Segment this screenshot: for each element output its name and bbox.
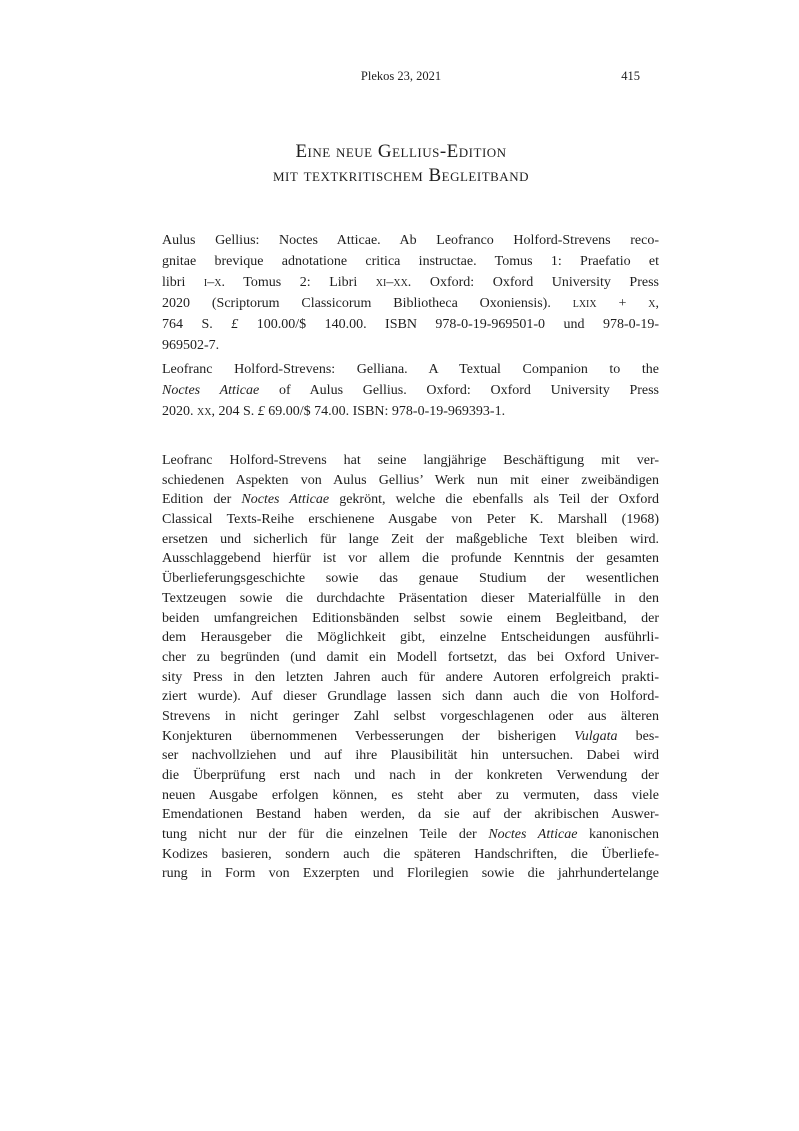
text-line: Classical Texts-Reihe erschienene Ausgabe von Peter K. Marshall (1968) [162,512,659,528]
journal-title: Plekos 23, 2021 [360,69,442,83]
text-line: Kodizes basieren, sondern auch die späteren Handschriften, die Überliefe- [162,846,659,862]
text-line: rung in Form von Exzerpten und Florilegien sowie die jahrhundertelange [162,866,659,882]
text-line: Strevens in nicht geringer Zahl selbst vorgeschlagenen oder aus älteren [162,708,659,724]
text-line: tung nicht nur der für die einzelnen Teile der Noctes Atticae kanonischen [162,827,659,843]
review-body-paragraph [162,451,659,884]
text-line: schiedenen Aspekten von Aulus Gellius’ Werk nun mit einer zweibändigen [162,472,659,488]
text-line: Leofranc Holford-Strevens: Gelliana. A Textual Companion to the [162,362,659,377]
bibliography-entry-2 [162,359,659,422]
text-line: die Überprüfung erst nach und nach in der konkreten Verwendung der [162,768,659,783]
text-line: Noctes Atticae of Aulus Gellius. Oxford: Oxford University Press [162,383,659,398]
text-line: ziert wurde). Auf dieser Grundlage lassen sich dann auch die von Holford- [162,689,659,705]
text-line: Edition der Noctes Atticae gekrönt, welche die ebenfalls als Teil der Oxford [162,492,659,508]
text-line: Aulus Gellius: Noctes Atticae. Ab Leofranco Holford-Strevens reco- [162,233,659,248]
page-number: 415 [621,69,640,83]
article-title-line-2: mit textkritischem Begleitband [273,164,529,186]
text-line: Textzeugen sowie die durchdachte Präsentation dieser Materialfülle in den [162,590,659,606]
text-line: ser nachvollziehen und auf ihre Plausibilität hin untersuchen. Dabei wird [162,748,659,764]
text-line: Ausschlaggebend hierfür ist vor allem die profunde Kenntnis der gesamten [162,551,659,567]
text-line: neuen Ausgabe erfolgen können, es steht aber zu vermuten, dass viele [162,787,659,803]
article-title-line-1: Eine neue Gellius-Edition [295,141,507,162]
text-line: libri i–x. Tomus 2: Libri xi–xx. Oxford: Oxford University Press [162,275,659,290]
text-line: 2020. xx, 204 S. £ 69.00/$ 74.00. ISBN: 978-0-19-969393-1. [162,404,506,419]
text-line: Emendationen Bestand haben werden, da sie auf der akribischen Auswer- [162,807,659,823]
text-line: Konjekturen übernommenen Verbesserungen der bisherigen Vulgata bes- [162,728,659,744]
article-title [162,140,640,187]
text-line: beiden umfangreichen Editionsbänden selbst sowie einem Begleitband, der [162,610,659,626]
text-line: dem Herausgeber die Möglichkeit gibt, einzelne Entscheidungen ausführli- [162,630,659,646]
bibliography-entry-1 [162,230,659,356]
text-line: gnitae brevique adnotatione critica instructae. Tomus 1: Praefatio et [162,254,659,269]
text-line: 969502-7. [162,338,220,353]
text-line: Leofranc Holford-Strevens hat seine langjährige Beschäftigung mit ver- [162,453,659,468]
text-line: sity Press in den letzten Jahren auch für andere Autoren erfolgreich prakti- [162,669,659,685]
text-line: cher zu begründen (und damit ein Modell fortsetzt, das bei Oxford Univer- [162,649,659,665]
text-line: Überlieferungsgeschichte sowie das genaue Studium der wesentlichen [162,571,659,587]
text-line: ersetzen und sicherlich für lange Zeit der maßgebliche Text bleiben wird. [162,531,659,547]
text-line: 764 S. £ 100.00/$ 140.00. ISBN 978-0-19-969501-0 und 978-0-19- [162,317,659,332]
page-header [162,69,640,84]
text-line: 2020 (Scriptorum Classicorum Bibliotheca Oxoniensis). lxix + x, [162,296,659,311]
